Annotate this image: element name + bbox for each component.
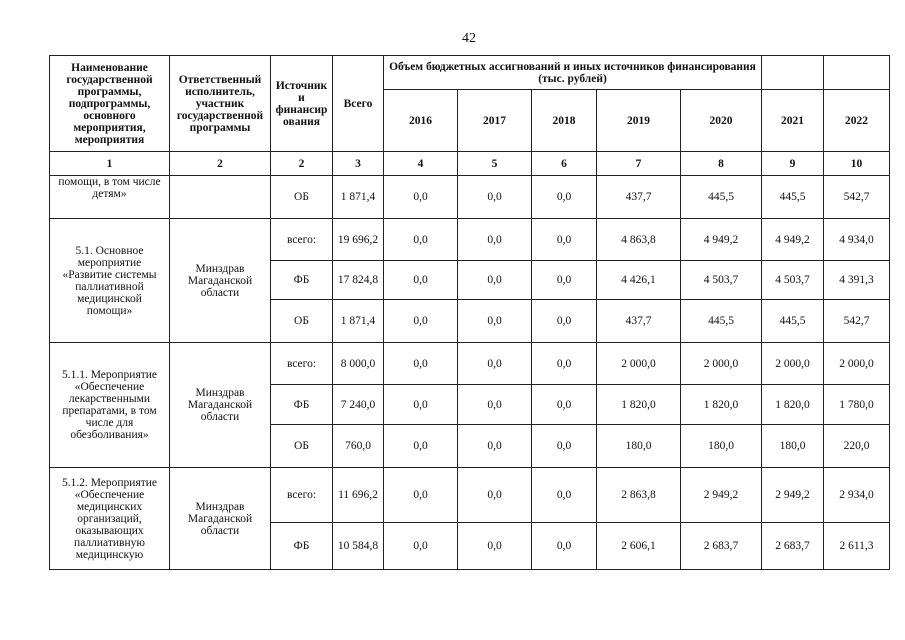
column-index: 10	[824, 152, 890, 176]
year-value: 0,0	[458, 300, 532, 343]
year-value: 0,0	[532, 523, 597, 570]
measure-name: помощи, в том числе детям»	[50, 176, 170, 219]
year-header: 2016	[384, 90, 458, 152]
year-value: 0,0	[532, 300, 597, 343]
year-value: 0,0	[532, 385, 597, 425]
measure-name: 5.1. Основное мероприятие «Развитие системы паллиативной медицинской помощи»	[50, 219, 170, 343]
total-value: 19 696,2	[333, 219, 384, 261]
year-value: 1 780,0	[824, 385, 890, 425]
year-value: 4 949,2	[681, 219, 762, 261]
year-value: 0,0	[384, 261, 458, 300]
page-number: 42	[462, 31, 476, 46]
year-value: 0,0	[384, 343, 458, 385]
year-value: 1 820,0	[762, 385, 824, 425]
year-value: 0,0	[458, 261, 532, 300]
year-value: 437,7	[597, 300, 681, 343]
year-value: 180,0	[681, 425, 762, 468]
year-value: 0,0	[384, 468, 458, 523]
year-value: 4 949,2	[762, 219, 824, 261]
year-value: 2 606,1	[597, 523, 681, 570]
column-index: 7	[597, 152, 681, 176]
year-value: 0,0	[532, 261, 597, 300]
year-header: 2021	[762, 90, 824, 152]
column-index: 2	[271, 152, 333, 176]
header-name: Наименование государственной программы, подпрограммы, основного мероприятия, мероприятия	[50, 56, 170, 152]
year-value: 0,0	[384, 176, 458, 219]
year-value: 2 611,3	[824, 523, 890, 570]
year-value: 542,7	[824, 176, 890, 219]
funding-source: ОБ	[271, 300, 333, 343]
year-value: 0,0	[458, 468, 532, 523]
total-value: 11 696,2	[333, 468, 384, 523]
funding-source: всего:	[271, 219, 333, 261]
year-value: 0,0	[458, 176, 532, 219]
year-value: 542,7	[824, 300, 890, 343]
column-index: 3	[333, 152, 384, 176]
measure-name: 5.1.1. Мероприятие «Обеспечение лекарственными препаратами, в том числе для обезболивания»	[50, 343, 170, 468]
year-value: 0,0	[532, 425, 597, 468]
header-volume: Объем бюджетных ассигнований и иных источников финансирования (тыс. рублей)	[384, 56, 762, 90]
executor: Минздрав Магаданской области	[170, 219, 271, 343]
column-index: 9	[762, 152, 824, 176]
funding-source: всего:	[271, 343, 333, 385]
header-source: Источник и финансир ования	[271, 56, 333, 152]
year-header: 2019	[597, 90, 681, 152]
column-index: 2	[170, 152, 271, 176]
funding-source: всего:	[271, 468, 333, 523]
year-value: 0,0	[532, 219, 597, 261]
funding-source: ФБ	[271, 385, 333, 425]
total-value: 1 871,4	[333, 176, 384, 219]
total-value: 10 584,8	[333, 523, 384, 570]
executor: Минздрав Магаданской области	[170, 343, 271, 468]
year-value: 4 503,7	[681, 261, 762, 300]
year-value: 2 863,8	[597, 468, 681, 523]
column-index: 8	[681, 152, 762, 176]
year-value: 180,0	[762, 425, 824, 468]
total-value: 1 871,4	[333, 300, 384, 343]
budget-table	[49, 55, 890, 570]
year-value: 0,0	[458, 523, 532, 570]
measure-name: 5.1.2. Мероприятие «Обеспечение медицинских организаций, оказывающих паллиативную медицинскую	[50, 468, 170, 570]
header-executor: Ответственный исполнитель, участник государственной программы	[170, 56, 271, 152]
table-row	[50, 468, 890, 523]
year-value: 4 863,8	[597, 219, 681, 261]
year-value: 2 000,0	[824, 343, 890, 385]
year-value: 0,0	[384, 523, 458, 570]
year-value: 445,5	[762, 176, 824, 219]
executor: Минздрав Магаданской области	[170, 468, 271, 570]
year-value: 180,0	[597, 425, 681, 468]
column-index: 4	[384, 152, 458, 176]
total-value: 8 000,0	[333, 343, 384, 385]
executor	[170, 176, 271, 219]
year-value: 0,0	[458, 219, 532, 261]
funding-source: ОБ	[271, 176, 333, 219]
total-value: 7 240,0	[333, 385, 384, 425]
year-value: 2 000,0	[597, 343, 681, 385]
year-value: 2 000,0	[681, 343, 762, 385]
year-value: 2 934,0	[824, 468, 890, 523]
year-value: 0,0	[458, 385, 532, 425]
column-index: 5	[458, 152, 532, 176]
column-index: 6	[532, 152, 597, 176]
column-index: 1	[50, 152, 170, 176]
year-value: 4 426,1	[597, 261, 681, 300]
year-value: 0,0	[384, 300, 458, 343]
total-value: 760,0	[333, 425, 384, 468]
year-value: 220,0	[824, 425, 890, 468]
year-value: 4 391,3	[824, 261, 890, 300]
funding-source: ФБ	[271, 261, 333, 300]
year-value: 4 934,0	[824, 219, 890, 261]
year-value: 2 683,7	[681, 523, 762, 570]
table-row	[50, 176, 890, 219]
year-value: 2 949,2	[762, 468, 824, 523]
year-header: 2022	[824, 90, 890, 152]
year-value: 0,0	[532, 176, 597, 219]
year-header: 2017	[458, 90, 532, 152]
year-value: 0,0	[532, 343, 597, 385]
table-row	[50, 343, 890, 385]
year-value: 0,0	[532, 468, 597, 523]
year-value: 0,0	[384, 425, 458, 468]
header-empty	[762, 56, 824, 90]
year-value: 0,0	[458, 425, 532, 468]
year-value: 445,5	[681, 176, 762, 219]
year-value: 0,0	[384, 219, 458, 261]
year-value: 0,0	[458, 343, 532, 385]
year-value: 1 820,0	[681, 385, 762, 425]
year-header: 2020	[681, 90, 762, 152]
year-value: 4 503,7	[762, 261, 824, 300]
year-header: 2018	[532, 90, 597, 152]
total-value: 17 824,8	[333, 261, 384, 300]
header-total: Всего	[333, 56, 384, 152]
header-empty	[824, 56, 890, 90]
year-value: 437,7	[597, 176, 681, 219]
funding-source: ОБ	[271, 425, 333, 468]
funding-source: ФБ	[271, 523, 333, 570]
table-row	[50, 219, 890, 261]
year-value: 1 820,0	[597, 385, 681, 425]
year-value: 0,0	[384, 385, 458, 425]
year-value: 445,5	[762, 300, 824, 343]
year-value: 2 683,7	[762, 523, 824, 570]
year-value: 445,5	[681, 300, 762, 343]
year-value: 2 000,0	[762, 343, 824, 385]
year-value: 2 949,2	[681, 468, 762, 523]
